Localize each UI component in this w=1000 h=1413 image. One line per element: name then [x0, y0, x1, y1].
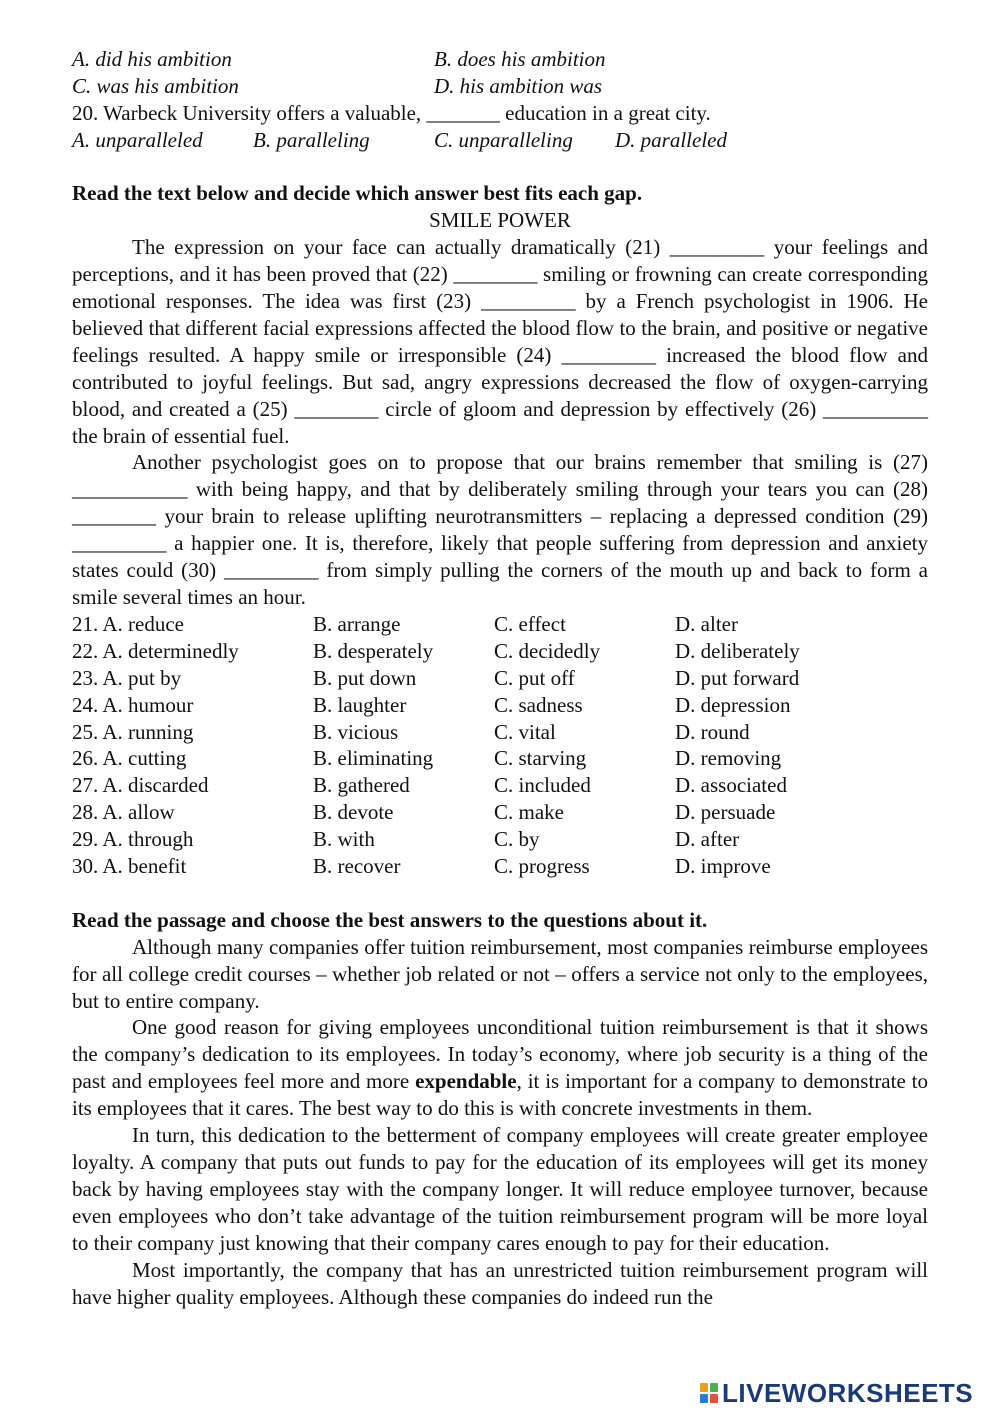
option-26-a[interactable]: 26. A. cutting [72, 746, 187, 771]
option-21-a[interactable]: 21. A. reduce [72, 611, 184, 636]
option-24-a[interactable]: 24. A. humour [72, 692, 194, 717]
liveworksheets-logo-icon [700, 1383, 718, 1403]
option-25-b[interactable]: B. vicious [313, 719, 399, 744]
option-28-b[interactable]: B. devote [313, 800, 394, 825]
option-29-a[interactable]: 29. A. through [72, 827, 194, 852]
q20-options-row [72, 127, 928, 154]
option-24-d[interactable]: D. depression [675, 692, 791, 717]
q20-option-a[interactable]: A. unparalleled [72, 127, 203, 152]
cloze-paragraph-1: The expression on your face can actually dramatically (21) _________ your feelings and perceptions, and it has been proved that (22) ________ smiling or frowning can create corresponding emotional responses. The idea was first (23) _________ by a French psychologist in 1906. He believed that different facial expressions affected the blood flow to the brain, and positive or negative feelings resulted. A happy smile or irresponsible (24) _________ increased the blood flow and contributed to joyful feelings. But sad, angry expressions decreased the flow of oxygen-carrying blood, and created a (25) ________ circle of gloom and depression by effectively (26) __________ the brain of essential fuel. [72, 235, 928, 448]
q19-option-a[interactable]: A. did his ambition [72, 47, 232, 71]
option-21-d[interactable]: D. alter [675, 611, 738, 636]
option-24-c[interactable]: C. sadness [494, 692, 583, 717]
q20-option-c[interactable]: C. unparalleling [434, 127, 573, 152]
option-24-b[interactable]: B. laughter [313, 692, 407, 717]
option-22-c[interactable]: C. decidedly [494, 638, 601, 663]
option-25-a[interactable]: 25. A. running [72, 719, 194, 744]
option-29-c[interactable]: C. by [494, 827, 540, 852]
q19-options-row-2 [72, 73, 928, 100]
option-27-a[interactable]: 27. A. discarded [72, 773, 209, 798]
option-21-b[interactable]: B. arrange [313, 611, 401, 636]
option-28-a[interactable]: 28. A. allow [72, 800, 175, 825]
q20-option-b[interactable]: B. paralleling [253, 127, 370, 152]
option-26-b[interactable]: B. eliminating [313, 746, 434, 771]
option-27-b[interactable]: B. gathered [313, 773, 410, 798]
option-21-c[interactable]: C. effect [494, 611, 566, 636]
passage-title: SMILE POWER [429, 208, 571, 233]
reading-paragraph-4: Most importantly, the company that has an unrestricted tuition reimbursement program will have higher quality employees. Although these companies do indeed run the [72, 1257, 928, 1309]
option-27-d[interactable]: D. associated [675, 773, 787, 798]
option-23-d[interactable]: D. put forward [675, 665, 800, 690]
option-28-d[interactable]: D. persuade [675, 800, 776, 825]
reading-paragraph-2 [72, 1014, 928, 1122]
option-22-a[interactable]: 22. A. determinedly [72, 638, 239, 663]
option-29-b[interactable]: B. with [313, 827, 375, 852]
option-30-d[interactable]: D. improve [675, 854, 771, 879]
answer-options-table [72, 611, 928, 880]
liveworksheets-logo[interactable] [700, 1378, 973, 1408]
section2-instruction: Read the passage and choose the best answers to the questions about it. [72, 907, 708, 932]
keyword-expendable: expendable [415, 1069, 517, 1094]
reading-paragraph-2-end: , it is important for a company to demonstrate to its employees that it cares. The best way to do this is with concrete investments in them. [72, 1069, 928, 1121]
q20-stem: 20. Warbeck University offers a valuable, _______ education in a great city. [72, 100, 711, 125]
option-23-c[interactable]: C. put off [494, 665, 575, 690]
option-30-a[interactable]: 30. A. benefit [72, 854, 187, 879]
logo-square-4 [710, 1394, 718, 1403]
option-26-c[interactable]: C. starving [494, 746, 587, 771]
reading-paragraph-2-start: One good reason for giving employees unconditional tuition reimbursement is that it shows the company’s dedication to its employees. In today’s economy, where job security is a thing of the past and employees feel more and more [72, 1015, 928, 1094]
q19-option-d[interactable]: D. his ambition was [434, 73, 603, 98]
q19-option-b[interactable]: B. does his ambition [434, 47, 606, 71]
option-28-c[interactable]: C. make [494, 800, 564, 825]
option-30-b[interactable]: B. recover [313, 854, 401, 879]
reading-paragraph-1: Although many companies offer tuition reimbursement, most companies reimburse employees for all college credit courses – whether job related or not – offers a service not only to the employees, but to entire company. [72, 934, 928, 1013]
cloze-paragraph-2: Another psychologist goes on to propose that our brains remember that smiling is (27) ___________ with being happy, and that by deliberately smiling through your tears you can (28) ________ your brain to release uplifting neurotransmitters – replacing a depressed condition (29) _________ a happier one. It is, therefore, likely that people suffering from depression and anxiety states could (30) _________ from simply pulling the corners of the mouth up and back to form a smile several times an hour. [72, 450, 928, 610]
option-22-d[interactable]: D. deliberately [675, 638, 800, 663]
option-27-c[interactable]: C. included [494, 773, 591, 798]
option-30-c[interactable]: C. progress [494, 854, 590, 879]
worksheet-page [72, 46, 928, 1310]
option-29-d[interactable]: D. after [675, 827, 740, 852]
q19-options-row-1 [72, 46, 928, 73]
option-26-d[interactable]: D. removing [675, 746, 782, 771]
option-23-a[interactable]: 23. A. put by [72, 665, 182, 690]
q20-option-d[interactable]: D. paralleled [615, 127, 727, 152]
reading-paragraph-3: In turn, this dedication to the betterment of company employees will create greater employee loyalty. A company that puts out funds to pay for the education of its employees will get its money back by having employees stay with the company longer. It will reduce employee turnover, because even employees who don’t take advantage of the tuition reimbursement program will be more loyal to their company just knowing that their company cares enough to pay for their education. [72, 1123, 928, 1255]
logo-square-2 [710, 1383, 718, 1392]
option-22-b[interactable]: B. desperately [313, 638, 434, 663]
logo-square-1 [700, 1383, 708, 1392]
option-25-c[interactable]: C. vital [494, 719, 556, 744]
section1-instruction: Read the text below and decide which answer best fits each gap. [72, 181, 643, 206]
option-23-b[interactable]: B. put down [313, 665, 417, 690]
option-25-d[interactable]: D. round [675, 719, 750, 744]
liveworksheets-logo-text: LIVEWORKSHEETS [722, 1377, 974, 1408]
logo-square-3 [700, 1394, 708, 1403]
q19-option-c[interactable]: C. was his ambition [72, 73, 239, 98]
